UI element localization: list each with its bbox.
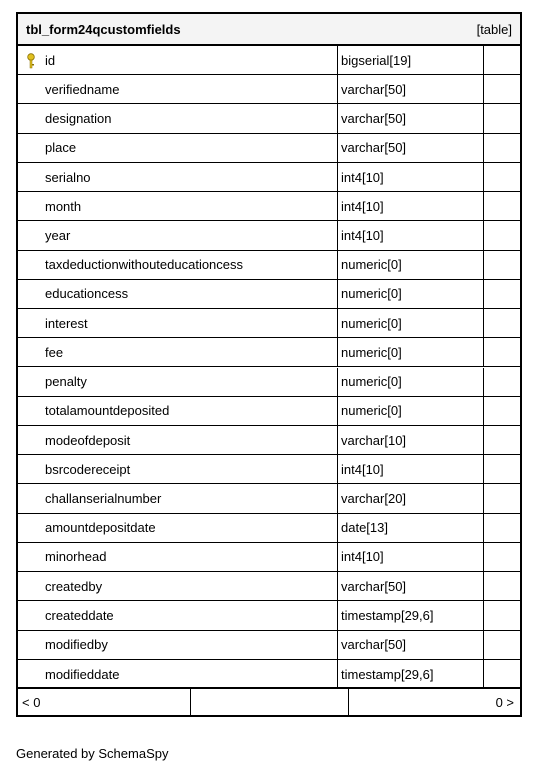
- generated-by-label: Generated by SchemaSpy: [16, 746, 169, 761]
- column-type: int4[10]: [338, 221, 484, 249]
- column-type: varchar[50]: [338, 631, 484, 659]
- column-type: int4[10]: [338, 192, 484, 220]
- child-count: 0 >: [495, 694, 514, 710]
- column-name: id: [18, 46, 338, 74]
- column-type: varchar[20]: [338, 484, 484, 512]
- column-type: varchar[10]: [338, 426, 484, 454]
- table-kind-label: [table]: [476, 21, 512, 37]
- column-row: [18, 192, 520, 221]
- column-row: [18, 514, 520, 543]
- column-name: serialno: [18, 163, 338, 191]
- column-name: verifiedname: [18, 75, 338, 103]
- column-name: place: [18, 134, 338, 162]
- column-name: month: [18, 192, 338, 220]
- column-name: createddate: [18, 601, 338, 629]
- column-row: [18, 368, 520, 397]
- footer-spacer: [191, 689, 349, 715]
- column-row: [18, 426, 520, 455]
- column-row: [18, 46, 520, 75]
- column-row: [18, 75, 520, 104]
- column-name: year: [18, 221, 338, 249]
- column-type: numeric[0]: [338, 338, 484, 366]
- column-type: timestamp[29,6]: [338, 601, 484, 629]
- column-row: [18, 251, 520, 280]
- column-row: [18, 163, 520, 192]
- column-list: [18, 46, 520, 689]
- table-footer: [18, 687, 520, 715]
- key-icon: [26, 53, 36, 69]
- parent-count: < 0: [18, 689, 191, 715]
- column-type: varchar[50]: [338, 134, 484, 162]
- column-name: challanserialnumber: [18, 484, 338, 512]
- column-name: modifieddate: [18, 660, 338, 689]
- column-row: [18, 572, 520, 601]
- column-type: int4[10]: [338, 163, 484, 191]
- column-row: [18, 104, 520, 133]
- column-row: [18, 660, 520, 689]
- column-row: [18, 631, 520, 660]
- column-row: [18, 543, 520, 572]
- table-entity: [16, 12, 522, 717]
- column-row: [18, 397, 520, 426]
- column-name: amountdepositdate: [18, 514, 338, 542]
- column-type: timestamp[29,6]: [338, 660, 484, 689]
- table-header: [18, 14, 520, 46]
- column-row: [18, 484, 520, 513]
- column-row: [18, 601, 520, 630]
- column-name: taxdeductionwithouteducationcess: [18, 251, 338, 279]
- column-row: [18, 338, 520, 367]
- column-name: bsrcodereceipt: [18, 455, 338, 483]
- column-name: minorhead: [18, 543, 338, 571]
- column-type: date[13]: [338, 514, 484, 542]
- column-type: bigserial[19]: [338, 46, 484, 74]
- column-name: modeofdeposit: [18, 426, 338, 454]
- column-name: interest: [18, 309, 338, 337]
- column-type: varchar[50]: [338, 75, 484, 103]
- column-type: int4[10]: [338, 455, 484, 483]
- column-name: fee: [18, 338, 338, 366]
- column-name: educationcess: [18, 280, 338, 308]
- column-type: varchar[50]: [338, 104, 484, 132]
- column-name: createdby: [18, 572, 338, 600]
- column-row: [18, 280, 520, 309]
- column-type: numeric[0]: [338, 251, 484, 279]
- table-name: tbl_form24qcustomfields: [26, 21, 181, 37]
- column-type: int4[10]: [338, 543, 484, 571]
- column-row: [18, 134, 520, 163]
- column-type: numeric[0]: [338, 368, 484, 396]
- column-type: numeric[0]: [338, 397, 484, 425]
- column-type: varchar[50]: [338, 572, 484, 600]
- column-name: modifiedby: [18, 631, 338, 659]
- column-type: numeric[0]: [338, 280, 484, 308]
- column-type: numeric[0]: [338, 309, 484, 337]
- column-name: penalty: [18, 368, 338, 396]
- column-row: [18, 309, 520, 338]
- column-name: totalamountdeposited: [18, 397, 338, 425]
- column-name: designation: [18, 104, 338, 132]
- column-row: [18, 455, 520, 484]
- column-row: [18, 221, 520, 250]
